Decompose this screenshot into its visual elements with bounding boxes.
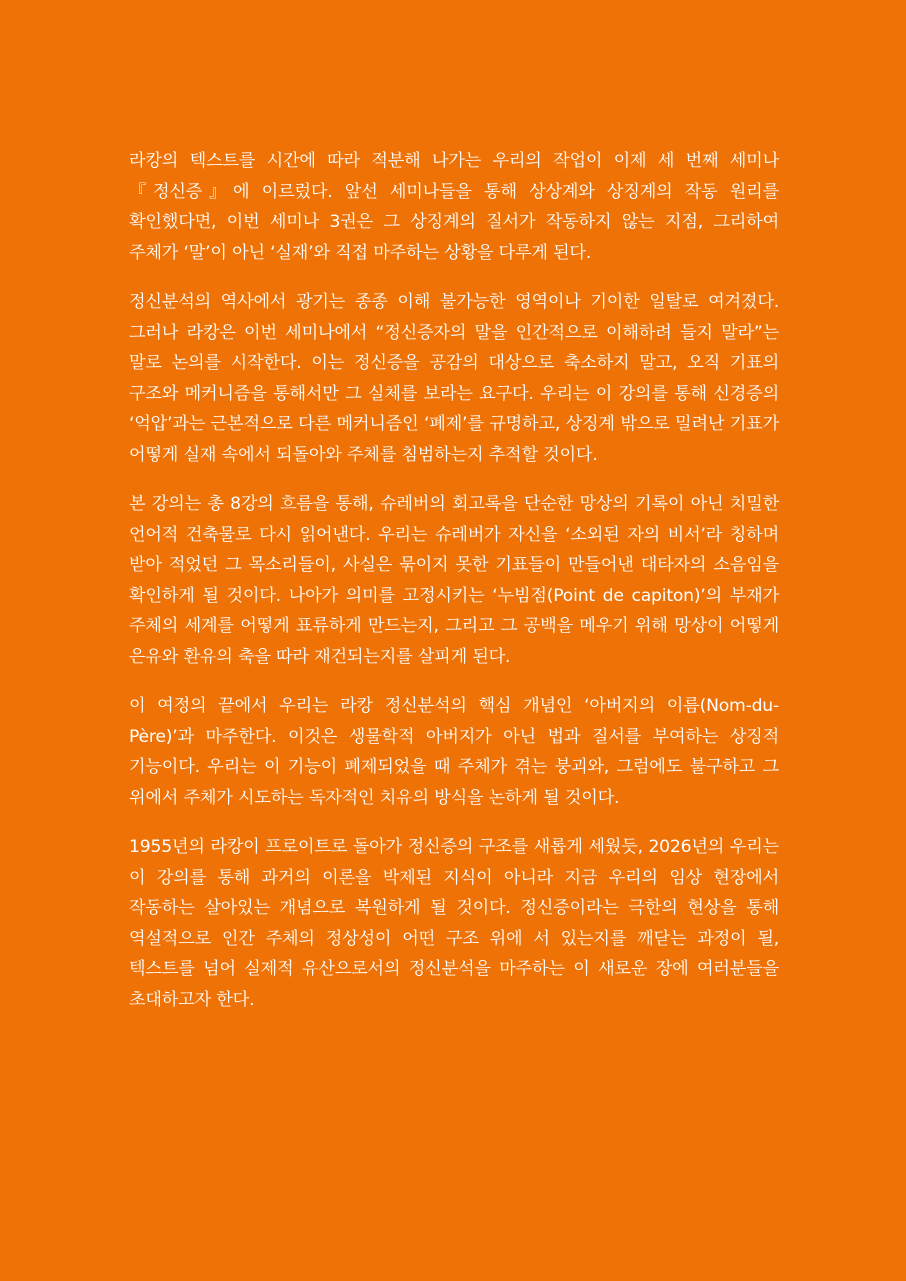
paragraph-intro: 라캉의 텍스트를 시간에 따라 적분해 나가는 우리의 작업이 이제 세 번째 세미나 『정신증』에 이르렀다. 앞선 세미나들을 통해 상상계와 상징계의 작동 원리를 확인했다면, 이번 세미나 3권은 그 상징계의 질서가 작동하지 않는 지점, 그리하여 주체가 ‘말’이 아닌 ‘실재’와 직접 마주하는 상황을 다루게 된다.	[129, 151, 779, 263]
paragraph-course-overview: 본 강의는 총 8강의 흐름을 통해, 슈레버의 회고록을 단순한 망상의 기록이 아닌 치밀한 언어적 건축물로 다시 읽어낸다. 우리는 슈레버가 자신을 ‘소외된 자의 비서’라 칭하며 받아 적었던 그 목소리들이, 사실은 묶이지 못한 기표들이 만들어낸 대타자의 소음임을 확인하게 될 것이다. 나아가 의미를 고정시키는 ‘누빔점(Point de capiton)’의 부재가 주체의 세계를 어떻게 표류하게 만드는지, 그리고 그 공백을 메우기 위해 망상이 어떻게 은유와 환유의 축을 따라 재건되는지를 살피게 된다.	[129, 494, 779, 667]
paragraph-madness: 정신분석의 역사에서 광기는 종종 이해 불가능한 영역이나 기이한 일탈로 여겨졌다. 그러나 라캉은 이번 세미나에서 “정신증자의 말을 인간적으로 이해하려 들지 말라”는 말로 논의를 시작한다. 이는 정신증을 공감의 대상으로 축소하지 말고, 오직 기표의 구조와 메커니즘을 통해서만 그 실체를 보라는 요구다. 우리는 이 강의를 통해 신경증의 ‘억압’과는 근본적으로 다른 메커니즘인 ‘폐제’를 규명하고, 상징계 밖으로 밀려난 기표가 어떻게 실재 속에서 되돌아와 주체를 침범하는지 추적할 것이다.	[129, 292, 779, 465]
paragraph-invitation: 1955년의 라캉이 프로이트로 돌아가 정신증의 구조를 새롭게 세웠듯, 2026년의 우리는 이 강의를 통해 과거의 이론을 박제된 지식이 아니라 지금 우리의 임상 현장에서 작동하는 살아있는 개념으로 복원하게 될 것이다. 정신증이라는 극한의 현상을 통해 역설적으로 인간 주체의 정상성이 어떤 구조 위에 서 있는지를 깨닫는 과정이 될, 텍스트를 넘어 실제적 유산으로서의 정신분석을 마주하는 이 새로운 장에 여러분들을 초대하고자 한다.	[129, 837, 779, 1010]
document-body	[129, 146, 779, 1015]
paragraph-name-of-the-father: 이 여정의 끝에서 우리는 라캉 정신분석의 핵심 개념인 ‘아버지의 이름(Nom-du-Père)’과 마주한다. 이것은 생물학적 아버지가 아닌 법과 질서를 부여하는 상징적 기능이다. 우리는 이 기능이 폐제되었을 때 주체가 겪는 붕괴와, 그럼에도 불구하고 그 위에서 주체가 시도하는 독자적인 치유의 방식을 논하게 될 것이다.	[129, 696, 779, 808]
